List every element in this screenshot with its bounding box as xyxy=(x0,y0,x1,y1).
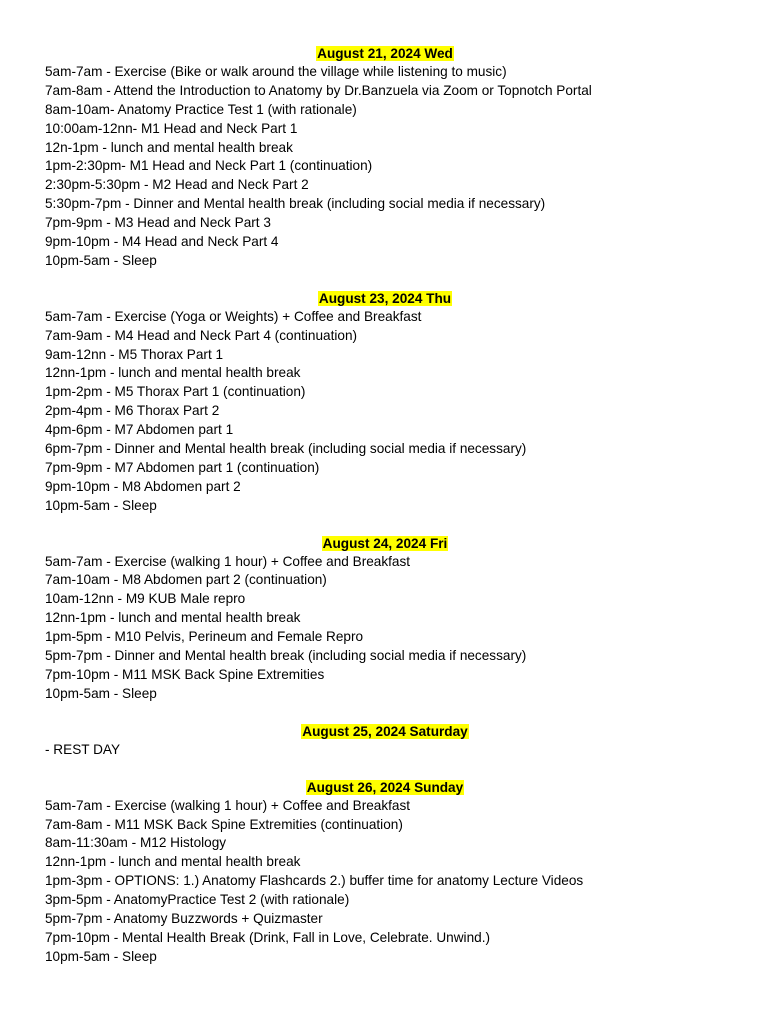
schedule-entry: 9am-12nn - M5 Thorax Part 1 xyxy=(45,346,224,362)
day-section xyxy=(45,289,725,516)
day-header xyxy=(45,534,725,553)
schedule-entry: 1pm-2:30pm- M1 Head and Neck Part 1 (continuation) xyxy=(45,158,373,174)
schedule-entry: 8am-11:30am - M12 Histology xyxy=(45,835,227,851)
day-header-text: August 23, 2024 Thu xyxy=(318,290,452,306)
schedule-entry: 5pm-7pm - Dinner and Mental health break (including social media if necessary) xyxy=(45,648,527,664)
day-section xyxy=(45,778,725,967)
schedule-entry: 6pm-7pm - Dinner and Mental health break (including social media if necessary) xyxy=(45,441,527,457)
day-header xyxy=(45,778,725,797)
schedule-entry: 9pm-10pm - M8 Abdomen part 2 xyxy=(45,478,241,494)
schedule-entry: 5am-7am - Exercise (Bike or walk around the village while listening to music) xyxy=(45,64,507,79)
schedule-entry: 10pm-5am - Sleep xyxy=(45,497,157,513)
schedule-entry: 1pm-3pm - OPTIONS: 1.) Anatomy Flashcards 2.) buffer time for anatomy Lecture Videos xyxy=(45,873,584,889)
schedule-entry: 10pm-5am - Sleep xyxy=(45,948,157,964)
schedule-entry: 4pm-6pm - M7 Abdomen part 1 xyxy=(45,422,234,438)
schedule-entry: 7am-8am - M11 MSK Back Spine Extremities (continuation) xyxy=(45,816,403,832)
schedule-document xyxy=(45,44,725,967)
schedule-entry: 5am-7am - Exercise (walking 1 hour) + Coffee and Breakfast xyxy=(45,797,411,813)
schedule-entry: - REST DAY xyxy=(45,741,121,757)
schedule-entry: 12nn-1pm - lunch and mental health break xyxy=(45,365,301,381)
schedule-entry: 10:00am-12nn- M1 Head and Neck Part 1 xyxy=(45,120,298,136)
schedule-entry: 12nn-1pm - lunch and mental health break xyxy=(45,854,301,870)
schedule-entry: 2:30pm-5:30pm - M2 Head and Neck Part 2 xyxy=(45,177,309,193)
schedule-entry: 5:30pm-7pm - Dinner and Mental health break (including social media if necessary) xyxy=(45,196,546,212)
schedule-entry: 7pm-9pm - M7 Abdomen part 1 (continuation) xyxy=(45,459,320,475)
day-header xyxy=(45,722,725,741)
schedule-entry: 10pm-5am - Sleep xyxy=(45,685,157,701)
day-header-text: August 25, 2024 Saturday xyxy=(302,723,468,739)
schedule-entry: 5pm-7pm - Anatomy Buzzwords + Quizmaster xyxy=(45,910,323,926)
day-section xyxy=(45,722,725,760)
day-header-text: August 24, 2024 Fri xyxy=(322,535,448,551)
schedule-entry: 7pm-10pm - Mental Health Break (Drink, Fall in Love, Celebrate. Unwind.) xyxy=(45,929,490,945)
schedule-entry: 5am-7am - Exercise (walking 1 hour) + Coffee and Breakfast xyxy=(45,553,411,569)
schedule-entry: 2pm-4pm - M6 Thorax Part 2 xyxy=(45,403,220,419)
schedule-entry: 7pm-10pm - M11 MSK Back Spine Extremities xyxy=(45,666,325,682)
schedule-entry: 7am-10am - M8 Abdomen part 2 (continuation) xyxy=(45,572,327,588)
schedule-entry: 5am-7am - Exercise (Yoga or Weights) + Coffee and Breakfast xyxy=(45,308,422,324)
schedule-entry: 1pm-5pm - M10 Pelvis, Perineum and Female Repro xyxy=(45,629,364,645)
schedule-entry: 7am-8am - Attend the Introduction to Anatomy by Dr.Banzuela via Zoom or Topnotch Portal xyxy=(45,82,592,98)
schedule-entry: 9pm-10pm - M4 Head and Neck Part 4 xyxy=(45,234,279,250)
schedule-entry: 10am-12nn - M9 KUB Male repro xyxy=(45,591,246,607)
day-header-text: August 26, 2024 Sunday xyxy=(306,779,464,795)
day-header xyxy=(45,44,725,63)
schedule-entry: 12n-1pm - lunch and mental health break xyxy=(45,139,293,155)
day-section xyxy=(45,534,725,704)
schedule-entry: 7pm-9pm - M3 Head and Neck Part 3 xyxy=(45,215,271,231)
day-header xyxy=(45,289,725,308)
schedule-entry: 7am-9am - M4 Head and Neck Part 4 (continuation) xyxy=(45,327,358,343)
day-section xyxy=(45,44,725,271)
schedule-entry: 3pm-5pm - AnatomyPractice Test 2 (with rationale) xyxy=(45,892,350,908)
schedule-entry: 12nn-1pm - lunch and mental health break xyxy=(45,610,301,626)
schedule-entry: 8am-10am- Anatomy Practice Test 1 (with rationale) xyxy=(45,101,357,117)
schedule-entry: 1pm-2pm - M5 Thorax Part 1 (continuation) xyxy=(45,384,306,400)
schedule-entry: 10pm-5am - Sleep xyxy=(45,252,157,268)
day-header-text: August 21, 2024 Wed xyxy=(317,46,453,61)
